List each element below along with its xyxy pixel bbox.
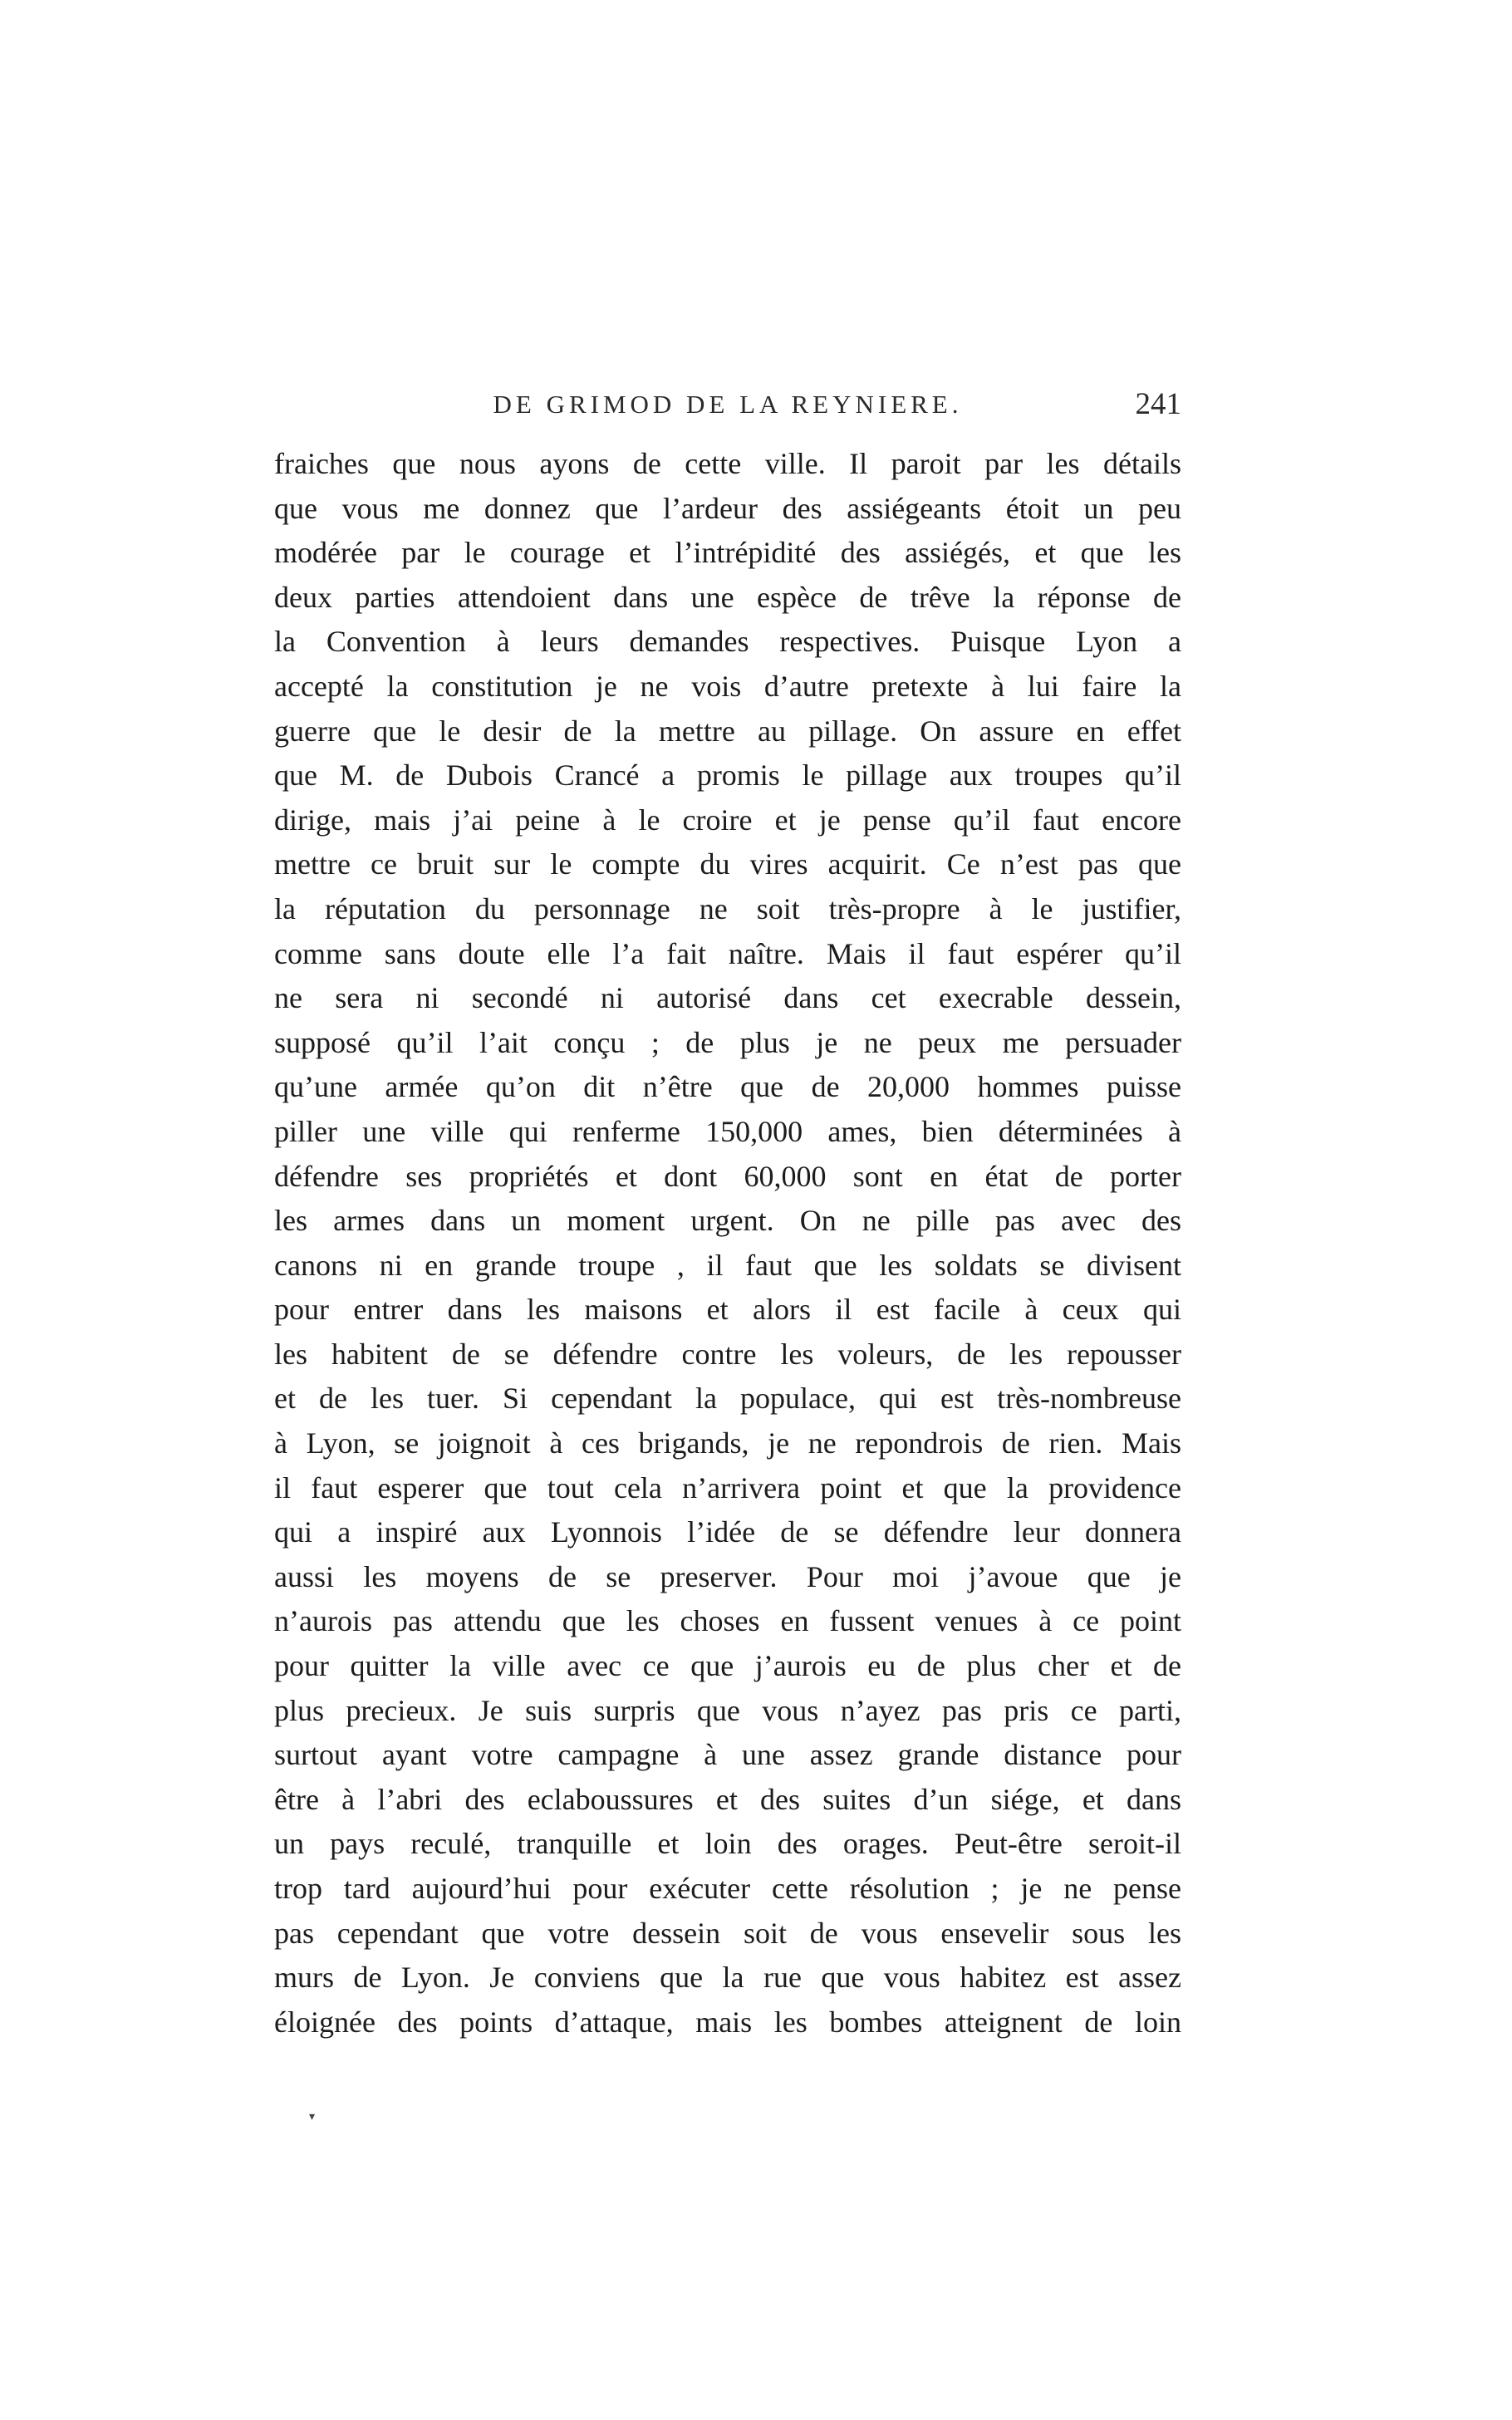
text-line: la réputation du personnage ne soit très-propre à le justifier, xyxy=(274,891,1181,925)
text-line: pas cependant que votre dessein soit de vous ensevelir sous les xyxy=(274,1916,1181,1950)
page-number: 241 xyxy=(1135,387,1181,421)
text-line: que M. de Dubois Crancé a promis le pillage aux troupes qu’il xyxy=(274,758,1181,793)
text-line: et de les tuer. Si cependant la populace, qui est très-nombreuse xyxy=(274,1382,1181,1416)
text-line: modérée par le courage et l’intrépidité des assiégés, et que les xyxy=(274,536,1181,570)
text-line: défendre ses propriétés et dont 60,000 sont en état de porter xyxy=(274,1159,1181,1193)
running-head xyxy=(274,384,1181,425)
text-line: les armes dans un moment urgent. On ne pille pas avec des xyxy=(274,1204,1181,1238)
text-line: les habitent de se défendre contre les voleurs, de les repousser xyxy=(274,1337,1181,1371)
text-line: la Convention à leurs demandes respectives. Puisque Lyon a xyxy=(274,625,1181,659)
text-line: un pays reculé, tranquille et loin des orages. Peut-être seroit-il xyxy=(274,1827,1181,1861)
text-line: pour entrer dans les maisons et alors il est facile à ceux qui xyxy=(274,1293,1181,1327)
running-title: DE GRIMOD DE LA REYNIERE. xyxy=(493,390,963,419)
text-line: fraiches que nous ayons de cette ville. Il paroit par les détails xyxy=(274,447,1181,480)
text-line: que vous me donnez que l’ardeur des assiégeants étoit un peu xyxy=(274,491,1181,525)
text-line: supposé qu’il l’ait conçu ; de plus je ne peux me persuader xyxy=(274,1025,1181,1059)
text-line: il faut esperer que tout cela n’arrivera point et que la providence xyxy=(274,1470,1181,1505)
text-line: dirige, mais j’ai peine à le croire et je pense qu’il faut encore xyxy=(274,803,1181,837)
ink-mark-icon: ▾ xyxy=(309,2111,316,2123)
text-line: être à l’abri des eclaboussures et des suites d’un siége, et dans xyxy=(274,1782,1181,1816)
text-line: surtout ayant votre campagne à une assez grande distance pour xyxy=(274,1738,1181,1772)
text-line: trop tard aujourd’hui pour exécuter cette résolution ; je ne pense xyxy=(274,1872,1181,1905)
text-line: qu’une armée qu’on dit n’être que de 20,000 hommes puisse xyxy=(274,1070,1181,1104)
text-line: aussi les moyens de se preserver. Pour moi j’avoue que je xyxy=(274,1559,1181,1593)
body-text xyxy=(274,442,1181,2044)
text-line: à Lyon, se joignoit à ces brigands, je ne repondrois de rien. Mais xyxy=(274,1426,1181,1460)
text-line: deux parties attendoient dans une espèce de trêve la réponse de xyxy=(274,580,1181,614)
text-line: murs de Lyon. Je conviens que la rue que vous habitez est assez xyxy=(274,1961,1181,1995)
text-line: plus precieux. Je suis surpris que vous n’ayez pas pris ce parti, xyxy=(274,1693,1181,1727)
text-line: piller une ville qui renferme 150,000 ames, bien déterminées à xyxy=(274,1114,1181,1148)
text-line: accepté la constitution je ne vois d’autre pretexte à lui faire la xyxy=(274,669,1181,703)
text-line: mettre ce bruit sur le compte du vires acquirit. Ce n’est pas que xyxy=(274,847,1181,881)
text-line: canons ni en grande troupe , il faut que les soldats se divisent xyxy=(274,1248,1181,1282)
text-line: éloignée des points d’attaque, mais les bombes atteignent de loin xyxy=(274,2005,1181,2039)
text-line: qui a inspiré aux Lyonnois l’idée de se défendre leur donnera xyxy=(274,1515,1181,1549)
text-line: comme sans doute elle l’a fait naître. Mais il faut espérer qu’il xyxy=(274,936,1181,970)
text-line: pour quitter la ville avec ce que j’aurois eu de plus cher et de xyxy=(274,1649,1181,1683)
text-line: guerre que le desir de la mettre au pillage. On assure en effet xyxy=(274,714,1181,748)
text-line: n’aurois pas attendu que les choses en fussent venues à ce point xyxy=(274,1604,1181,1638)
text-line: ne sera ni secondé ni autorisé dans cet execrable dessein, xyxy=(274,981,1181,1015)
